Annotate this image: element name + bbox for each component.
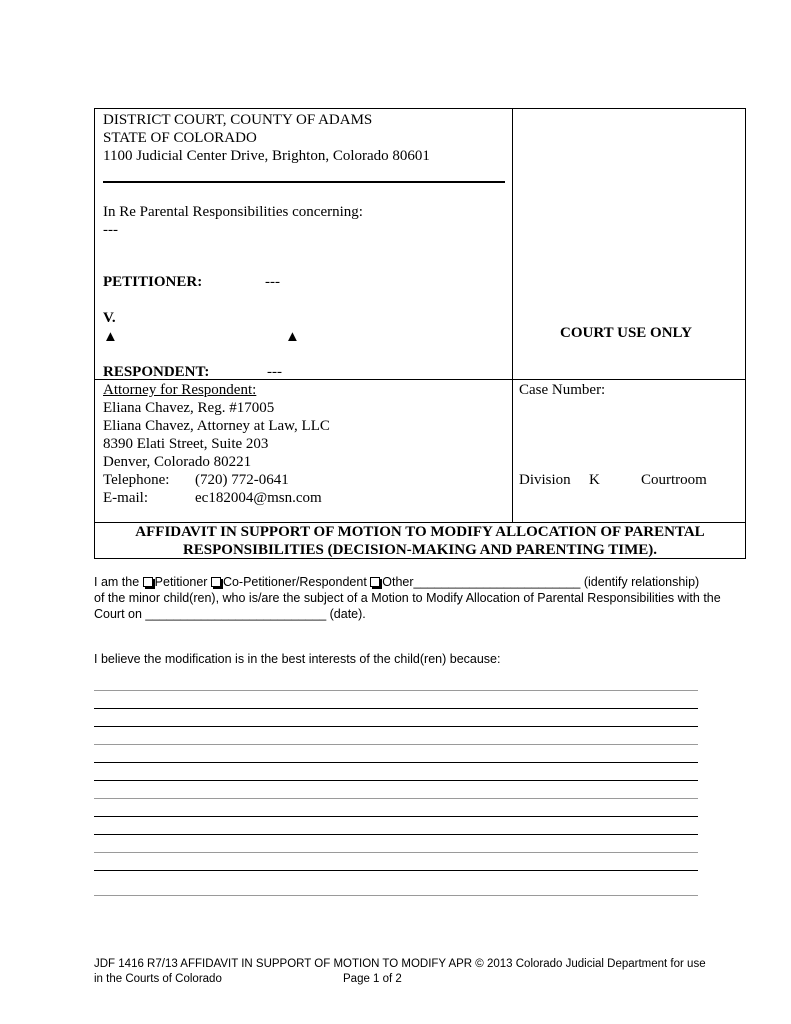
writing-line[interactable] — [94, 834, 698, 835]
minor-children-line: of the minor child(ren), who is/are the subject of a Motion to Modify Allocation of Parental Responsibilities with the — [94, 591, 721, 605]
writing-line[interactable] — [94, 690, 698, 691]
other-option: Other________________________ (identify relationship) — [382, 575, 700, 589]
attorney-firm: Eliana Chavez, Attorney at Law, LLC — [103, 418, 330, 434]
in-re-label: In Re Parental Responsibilities concerning: — [103, 204, 363, 220]
in-re-value: --- — [103, 222, 118, 238]
writing-line[interactable] — [94, 744, 698, 745]
state-name: STATE OF COLORADO — [103, 130, 257, 146]
email-value: ec182004@msn.com — [195, 490, 322, 506]
triangle-up-icon: ▲ — [103, 329, 118, 345]
petitioner-value: --- — [265, 274, 280, 290]
writing-line[interactable] — [94, 780, 698, 781]
telephone-label: Telephone: — [103, 472, 170, 488]
writing-line[interactable] — [94, 726, 698, 727]
caption-vertical-divider — [512, 109, 513, 522]
iam-text: I am the — [94, 575, 140, 589]
title-line-2: RESPONSIBILITIES (DECISION-MAKING AND PARENTING TIME). — [182, 542, 658, 558]
courtroom-label: Courtroom — [641, 472, 707, 488]
best-interests-prompt: I believe the modification is in the best interests of the child(ren) because: — [94, 652, 501, 666]
petitioner-checkbox[interactable] — [143, 577, 153, 587]
other-checkbox[interactable] — [370, 577, 380, 587]
co-petitioner-option: Co-Petitioner/Respondent — [222, 575, 367, 589]
petitioner-label: PETITIONER: — [103, 274, 203, 290]
email-label: E-mail: — [103, 490, 148, 506]
telephone-value: (720) 772-0641 — [195, 472, 289, 488]
writing-line[interactable] — [94, 852, 698, 853]
triangle-up-icon: ▲ — [285, 329, 300, 345]
writing-line[interactable] — [94, 870, 698, 871]
caption-table — [94, 108, 746, 559]
page-number: Page 1 of 2 — [343, 973, 402, 985]
court-name: DISTRICT COURT, COUNTY OF ADAMS — [103, 112, 373, 128]
petitioner-option: Petitioner — [154, 575, 208, 589]
respondent-value: --- — [267, 364, 282, 380]
case-number-label: Case Number: — [519, 382, 606, 398]
writing-line[interactable] — [94, 895, 698, 896]
versus-label: V. — [103, 310, 116, 326]
attorney-name: Eliana Chavez, Reg. #17005 — [103, 400, 275, 416]
respondent-label: RESPONDENT: — [103, 364, 210, 380]
attorney-city: Denver, Colorado 80221 — [103, 454, 252, 470]
attorney-heading: Attorney for Respondent: — [103, 382, 257, 398]
division-value: K — [589, 472, 600, 488]
footer-line-1: JDF 1416 R7/13 AFFIDAVIT IN SUPPORT OF MOTION TO MODIFY APR © 2013 Colorado Judicial Department for use — [94, 958, 706, 970]
co-petitioner-checkbox[interactable] — [211, 577, 221, 587]
caption-rule — [103, 181, 505, 183]
court-address: 1100 Judicial Center Drive, Brighton, Colorado 80601 — [103, 148, 430, 164]
attorney-street: 8390 Elati Street, Suite 203 — [103, 436, 269, 452]
court-use-only: COURT USE ONLY — [560, 325, 693, 341]
relationship-line — [94, 574, 699, 590]
court-date-line: Court on __________________________ (date). — [94, 607, 366, 621]
title-line-1: AFFIDAVIT IN SUPPORT OF MOTION TO MODIFY ALLOCATION OF PARENTAL — [135, 524, 705, 540]
document-title — [95, 523, 745, 559]
division-label: Division — [519, 472, 571, 488]
writing-line[interactable] — [94, 798, 698, 799]
footer-court: in the Courts of Colorado — [94, 973, 222, 985]
writing-line[interactable] — [94, 816, 698, 817]
writing-line[interactable] — [94, 762, 698, 763]
writing-line[interactable] — [94, 708, 698, 709]
